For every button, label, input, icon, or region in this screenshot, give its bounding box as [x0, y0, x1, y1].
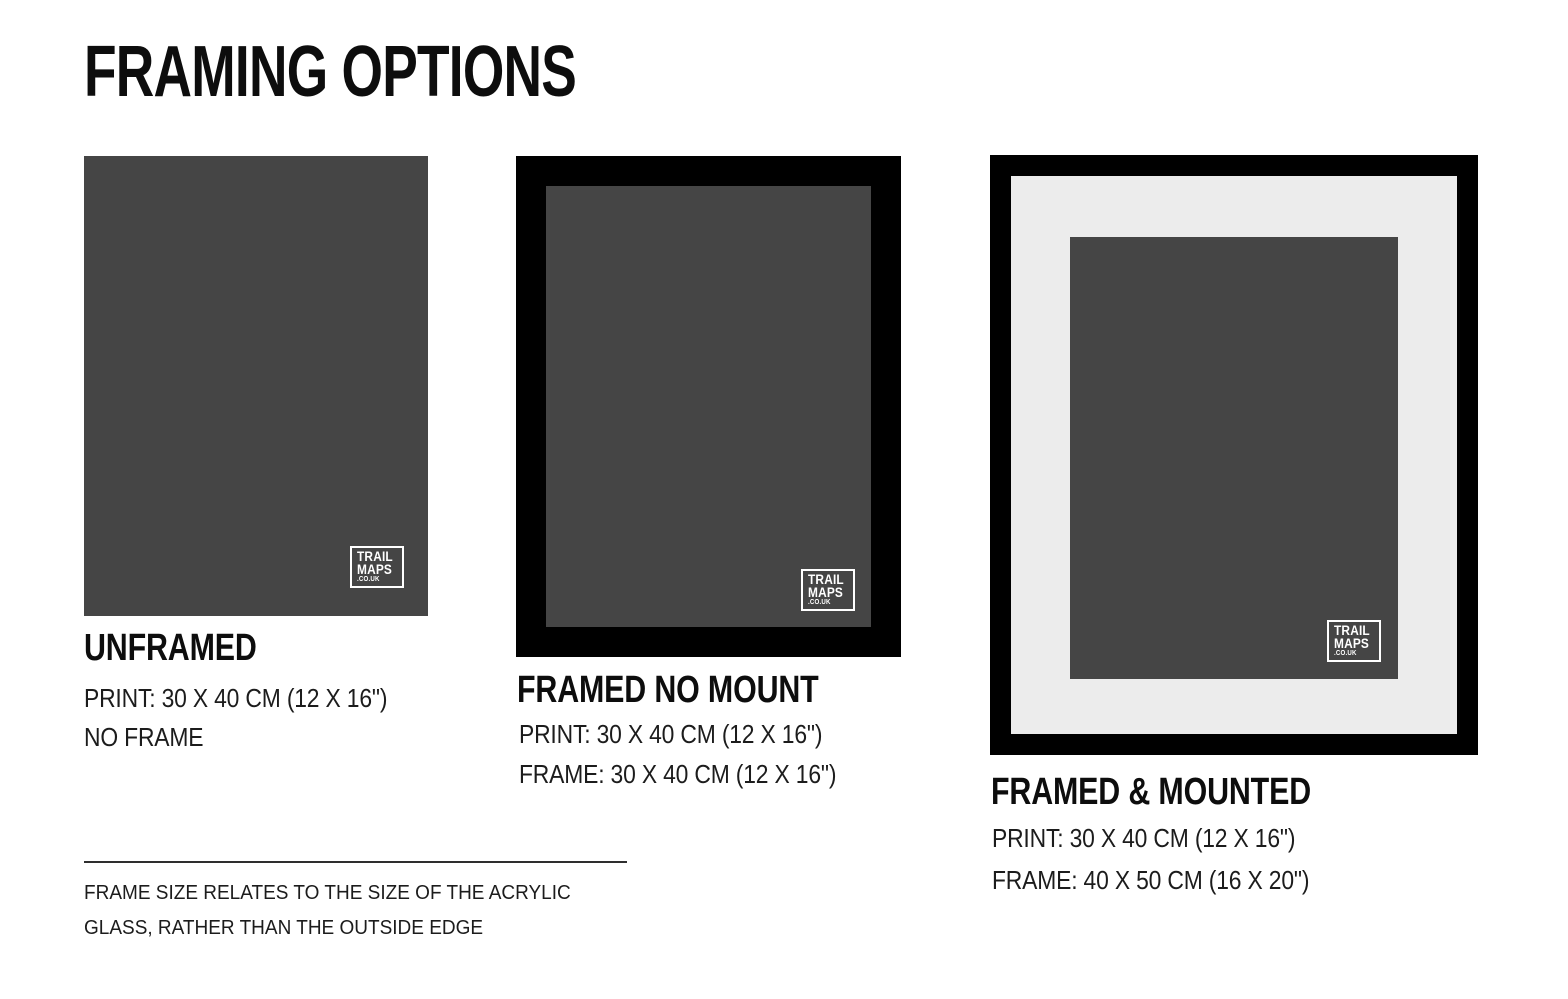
logo-trail-text: TRAIL: [357, 549, 394, 564]
unframed-print-preview: [84, 156, 428, 616]
logo-couk-text: .CO.UK: [808, 599, 831, 606]
framed-mounted-print-preview: [1070, 237, 1398, 679]
unframed-heading: UNFRAMED: [84, 627, 257, 669]
framed-mounted-frame-preview: [990, 155, 1478, 755]
footnote-line-2: GLASS, RATHER THAN THE OUTSIDE EDGE: [84, 917, 484, 939]
framed-mounted-mount-preview: [1011, 176, 1457, 734]
framed-mounted-frame-size: FRAME: 40 X 50 CM (16 X 20"): [992, 865, 1310, 895]
logo-trail-text: TRAIL: [1334, 623, 1371, 638]
page-title: FRAMING OPTIONS: [84, 32, 577, 112]
framed-no-mount-frame-preview: [516, 156, 901, 657]
logo-trail-text: TRAIL: [808, 572, 845, 587]
framed-mounted-heading: FRAMED & MOUNTED: [991, 771, 1311, 813]
logo-couk-text: .CO.UK: [1334, 650, 1357, 657]
framed-no-mount-print-preview: [546, 186, 871, 627]
unframed-frame-size: NO FRAME: [84, 722, 204, 752]
footnote-divider: [84, 861, 627, 863]
framed-no-mount-frame-size: FRAME: 30 X 40 CM (12 X 16"): [519, 759, 837, 789]
footnote-line-1: FRAME SIZE RELATES TO THE SIZE OF THE ACRYLIC: [84, 882, 571, 904]
framed-no-mount-heading: FRAMED NO MOUNT: [517, 669, 819, 711]
unframed-print-size: PRINT: 30 X 40 CM (12 X 16"): [84, 683, 388, 713]
logo-maps-text: MAPS: [1334, 635, 1370, 651]
logo-maps-text: MAPS: [357, 561, 393, 577]
logo-maps-text: MAPS: [808, 584, 844, 600]
framed-no-mount-print-size: PRINT: 30 X 40 CM (12 X 16"): [519, 719, 823, 749]
trailmaps-logo: [350, 546, 404, 588]
framed-mounted-print-size: PRINT: 30 X 40 CM (12 X 16"): [992, 823, 1296, 853]
trailmaps-logo: [1327, 620, 1381, 662]
logo-couk-text: .CO.UK: [357, 576, 380, 583]
trailmaps-logo: [801, 569, 855, 611]
